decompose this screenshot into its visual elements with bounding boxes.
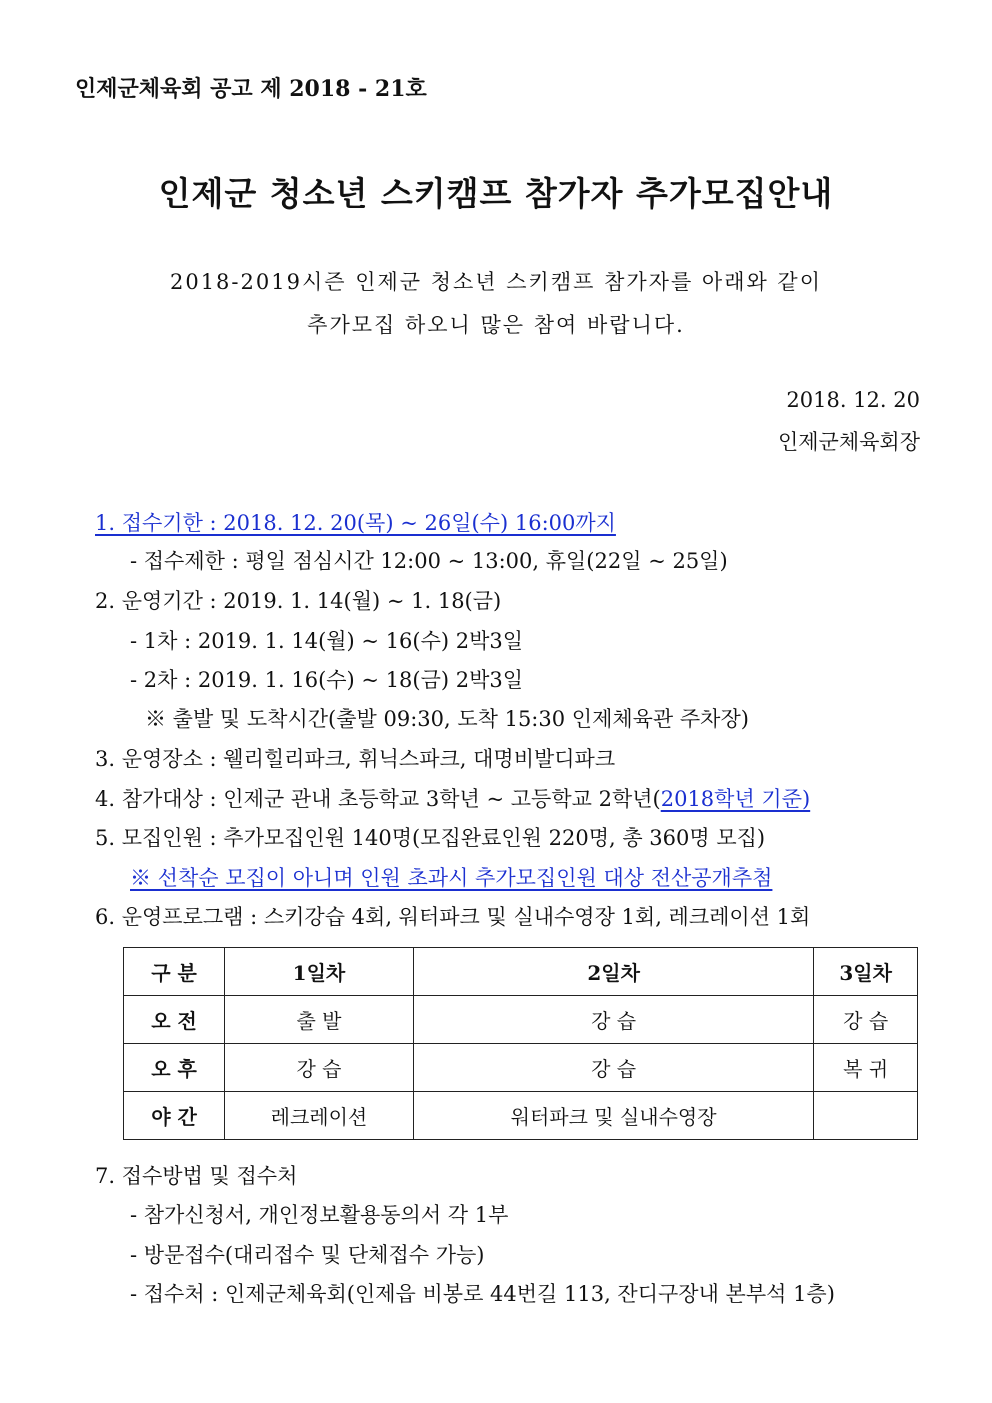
row-label: 야 간 xyxy=(124,1092,225,1140)
departure-note: ※ 출발 및 도착시간(출발 09:30, 도착 15:30 인제체육관 주차장) xyxy=(145,707,749,731)
row-label: 오 전 xyxy=(124,996,225,1044)
reception-period: 1. 접수기한 : 2018. 12. 20(목) ~ 26일(수) 16:00까지 xyxy=(95,511,616,535)
session-1: - 1차 : 2019. 1. 14(월) ~ 16(수) 2박3일 xyxy=(130,629,524,653)
application-heading: 7. 접수방법 및 접수처 xyxy=(95,1164,298,1188)
table-cell: 강 습 xyxy=(413,996,813,1044)
application-documents: - 참가신청서, 개인정보활용동의서 각 1부 xyxy=(130,1203,509,1227)
application-visit: - 방문접수(대리접수 및 단체접수 가능) xyxy=(130,1243,485,1267)
table-cell: 강 습 xyxy=(814,996,918,1044)
issuer-signature: 인제군체육회장 xyxy=(777,430,920,454)
table-cell: 강 습 xyxy=(413,1044,813,1092)
table-cell: 강 습 xyxy=(225,1044,414,1092)
table-cell: 워터파크 및 실내수영장 xyxy=(413,1092,813,1140)
header-day-2: 2일차 xyxy=(413,948,813,996)
table-cell xyxy=(814,1092,918,1140)
target-prefix: 4. 참가대상 : 인제군 관내 초등학교 3학년 ~ 고등학교 2학년( xyxy=(95,787,661,811)
schedule-table xyxy=(123,947,918,1140)
table-cell: 복 귀 xyxy=(814,1044,918,1092)
reception-limit: - 접수제한 : 평일 점심시간 12:00 ~ 13:00, 휴일(22일 ~ 25일) xyxy=(130,549,728,573)
venue: 3. 운영장소 : 웰리힐리파크, 휘닉스파크, 대명비발디파크 xyxy=(95,747,616,771)
table-cell: 레크레이션 xyxy=(225,1092,414,1140)
schedule-header-row xyxy=(124,948,918,996)
target-highlight: 2018학년 기준) xyxy=(660,787,811,811)
program: 6. 운영프로그램 : 스키강습 4회, 워터파크 및 실내수영장 1회, 레크레이션 1회 xyxy=(95,905,811,929)
page-title: 인제군 청소년 스키캠프 참가자 추가모집안내 xyxy=(158,174,834,213)
operation-period: 2. 운영기간 : 2019. 1. 14(월) ∼ 1. 18(금) xyxy=(95,589,502,613)
target-line xyxy=(95,783,810,813)
recruits: 5. 모집인원 : 추가모집인원 140명(모집완료인원 220명, 총 360명 모집) xyxy=(95,826,766,850)
lottery-note: ※ 선착순 모집이 아니며 인원 초과시 추가모집인원 대상 전산공개추첨 xyxy=(130,866,773,890)
table-cell: 출 발 xyxy=(225,996,414,1044)
schedule-row-afternoon xyxy=(124,1044,918,1092)
issue-date: 2018. 12. 20 xyxy=(786,388,920,412)
header-category: 구 분 xyxy=(124,948,225,996)
intro-line-2: 추가모집 하오니 많은 참여 바랍니다. xyxy=(307,313,685,337)
header-day-1: 1일차 xyxy=(225,948,414,996)
row-label: 오 후 xyxy=(124,1044,225,1092)
header-day-3: 3일차 xyxy=(814,948,918,996)
application-place: - 접수처 : 인제군체육회(인제읍 비봉로 44번길 113, 잔디구장내 본부석 1층) xyxy=(130,1282,835,1306)
session-2: - 2차 : 2019. 1. 16(수) ~ 18(금) 2박3일 xyxy=(130,668,524,692)
intro-line-1: 2018-2019시즌 인제군 청소년 스키캠프 참가자를 아래와 같이 xyxy=(169,270,823,294)
schedule-row-night xyxy=(124,1092,918,1140)
notice-number: 인제군체육회 공고 제 2018 - 21호 xyxy=(75,76,427,102)
schedule-row-morning xyxy=(124,996,918,1044)
